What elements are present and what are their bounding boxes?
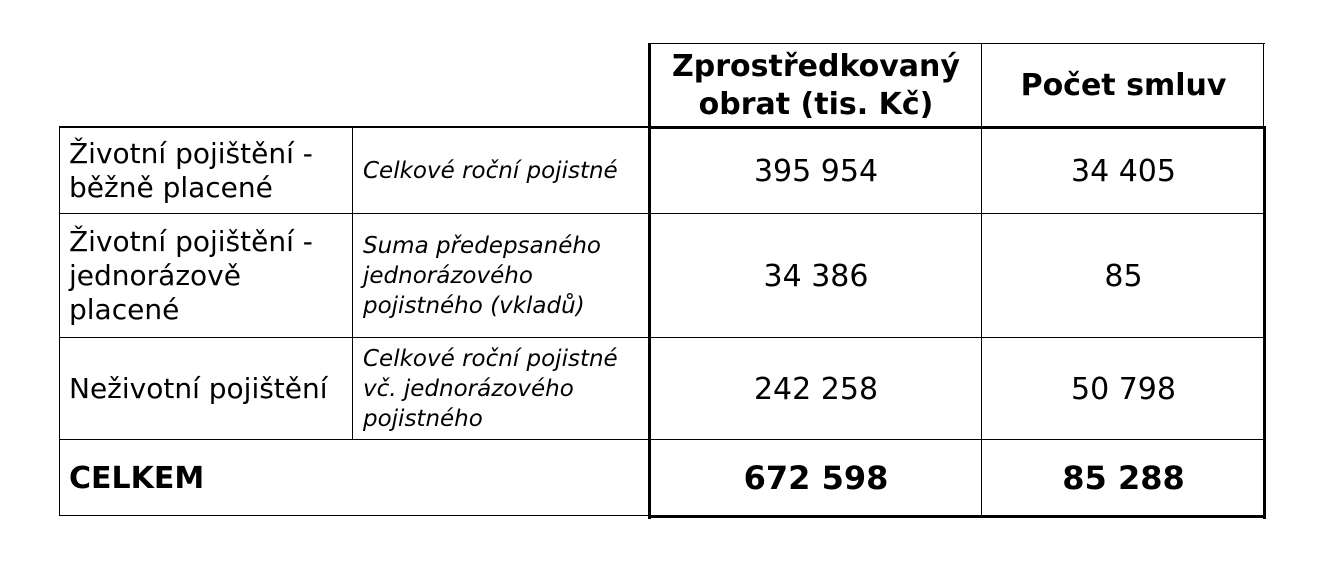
grid-line xyxy=(981,43,982,517)
row-turnover-non-life: 242 258 xyxy=(753,371,879,407)
row-turnover-life-regular: 395 954 xyxy=(753,153,879,189)
grid-line xyxy=(59,213,1265,214)
row-contracts-life-single: 85 xyxy=(1104,258,1143,294)
row-category-life-regular: Životní pojištění - běžně placené xyxy=(69,137,313,204)
grid-line xyxy=(648,43,651,519)
grid-line xyxy=(1263,126,1266,519)
grid-line xyxy=(59,515,650,516)
grid-line xyxy=(648,515,1266,518)
header-contracts: Počet smluv xyxy=(1020,68,1227,103)
row-category-life-single: Životní pojištění - jednorázově placené xyxy=(69,225,313,326)
total-turnover: 672 598 xyxy=(743,459,889,497)
header-turnover: Zprostředkovaný obrat (tis. Kč) xyxy=(672,49,960,122)
grid-line xyxy=(59,126,650,128)
grid-line xyxy=(352,126,353,440)
grid-line xyxy=(59,439,1265,440)
row-contracts-non-life: 50 798 xyxy=(1071,371,1176,407)
grid-line xyxy=(59,337,1265,338)
row-contracts-life-regular: 34 405 xyxy=(1071,153,1176,189)
row-category-non-life: Neživotní pojištění xyxy=(69,372,328,405)
total-label: CELKEM xyxy=(69,460,205,496)
total-contracts: 85 288 xyxy=(1062,459,1185,497)
row-description-life-regular: Celkové roční pojistné xyxy=(363,158,618,184)
grid-line xyxy=(648,126,1266,129)
row-description-life-single: Suma předepsaného jednorázového pojistného (vkladů) xyxy=(363,233,601,319)
grid-line xyxy=(1263,43,1264,127)
grid-line xyxy=(59,126,60,516)
row-description-non-life: Celkové roční pojistné vč. jednorázového pojistného xyxy=(363,346,618,432)
row-turnover-life-single: 34 386 xyxy=(763,258,869,294)
grid-line xyxy=(648,43,1265,44)
